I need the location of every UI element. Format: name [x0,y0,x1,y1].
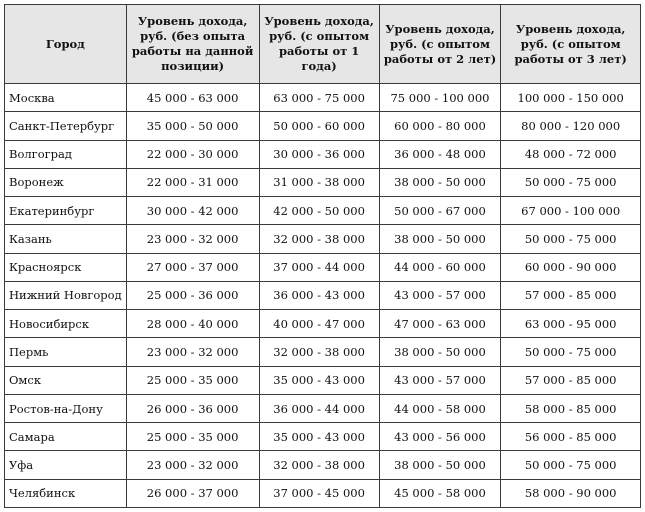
cell-experience-2-years: 50 000 - 67 000 [379,197,501,225]
table-row [5,225,641,253]
table-header [5,5,641,84]
header-no-experience: Уровень дохода, руб. (без опыта работы на данной позиции) [126,5,259,84]
cell-no-experience: 25 000 - 35 000 [126,366,259,394]
cell-city: Самара [5,423,127,451]
cell-experience-2-years: 45 000 - 58 000 [379,479,501,507]
cell-no-experience: 25 000 - 35 000 [126,423,259,451]
cell-no-experience: 27 000 - 37 000 [126,253,259,281]
cell-experience-1-year: 30 000 - 36 000 [259,140,379,168]
cell-experience-1-year: 32 000 - 38 000 [259,338,379,366]
cell-experience-2-years: 38 000 - 50 000 [379,225,501,253]
cell-experience-3-years: 100 000 - 150 000 [501,84,641,112]
cell-experience-2-years: 47 000 - 63 000 [379,310,501,338]
cell-experience-1-year: 35 000 - 43 000 [259,423,379,451]
cell-experience-2-years: 44 000 - 60 000 [379,253,501,281]
cell-experience-1-year: 42 000 - 50 000 [259,197,379,225]
cell-experience-1-year: 50 000 - 60 000 [259,112,379,140]
cell-experience-2-years: 60 000 - 80 000 [379,112,501,140]
cell-city: Челябинск [5,479,127,507]
cell-experience-3-years: 80 000 - 120 000 [501,112,641,140]
cell-experience-3-years: 57 000 - 85 000 [501,281,641,309]
cell-city: Воронеж [5,168,127,196]
cell-experience-3-years: 57 000 - 85 000 [501,366,641,394]
table-row [5,168,641,196]
cell-experience-2-years: 43 000 - 57 000 [379,366,501,394]
cell-no-experience: 23 000 - 32 000 [126,338,259,366]
cell-experience-3-years: 56 000 - 85 000 [501,423,641,451]
cell-city: Пермь [5,338,127,366]
cell-experience-2-years: 36 000 - 48 000 [379,140,501,168]
cell-experience-1-year: 40 000 - 47 000 [259,310,379,338]
table-row [5,281,641,309]
cell-no-experience: 35 000 - 50 000 [126,112,259,140]
table-row [5,423,641,451]
cell-experience-3-years: 48 000 - 72 000 [501,140,641,168]
cell-city: Уфа [5,451,127,479]
cell-no-experience: 22 000 - 31 000 [126,168,259,196]
table-row [5,84,641,112]
cell-experience-1-year: 32 000 - 38 000 [259,451,379,479]
cell-experience-1-year: 32 000 - 38 000 [259,225,379,253]
table-body [5,84,641,508]
table-row [5,394,641,422]
table-row [5,310,641,338]
table-row [5,479,641,507]
cell-experience-2-years: 44 000 - 58 000 [379,394,501,422]
cell-experience-3-years: 58 000 - 90 000 [501,479,641,507]
cell-experience-3-years: 50 000 - 75 000 [501,225,641,253]
table-row [5,140,641,168]
cell-city: Москва [5,84,127,112]
cell-experience-1-year: 36 000 - 44 000 [259,394,379,422]
cell-no-experience: 45 000 - 63 000 [126,84,259,112]
table-row [5,197,641,225]
cell-city: Красноярск [5,253,127,281]
cell-city: Санкт-Петербург [5,112,127,140]
cell-no-experience: 26 000 - 36 000 [126,394,259,422]
cell-no-experience: 30 000 - 42 000 [126,197,259,225]
cell-no-experience: 28 000 - 40 000 [126,310,259,338]
cell-experience-1-year: 35 000 - 43 000 [259,366,379,394]
cell-experience-3-years: 50 000 - 75 000 [501,168,641,196]
cell-city: Новосибирск [5,310,127,338]
table-row [5,338,641,366]
cell-city: Омск [5,366,127,394]
cell-city: Казань [5,225,127,253]
cell-no-experience: 22 000 - 30 000 [126,140,259,168]
table-row [5,253,641,281]
header-row [5,5,641,84]
cell-no-experience: 23 000 - 32 000 [126,451,259,479]
cell-experience-1-year: 36 000 - 43 000 [259,281,379,309]
cell-no-experience: 23 000 - 32 000 [126,225,259,253]
cell-no-experience: 25 000 - 36 000 [126,281,259,309]
cell-experience-2-years: 75 000 - 100 000 [379,84,501,112]
header-experience-1-year: Уровень дохода, руб. (с опытом работы от 1 года) [259,5,379,84]
cell-experience-1-year: 37 000 - 44 000 [259,253,379,281]
cell-city: Нижний Новгород [5,281,127,309]
cell-city: Екатеринбург [5,197,127,225]
cell-experience-1-year: 63 000 - 75 000 [259,84,379,112]
cell-experience-2-years: 43 000 - 56 000 [379,423,501,451]
table-row [5,451,641,479]
cell-experience-3-years: 67 000 - 100 000 [501,197,641,225]
header-experience-2-years: Уровень дохода, руб. (с опытом работы от 2 лет) [379,5,501,84]
cell-experience-3-years: 50 000 - 75 000 [501,451,641,479]
cell-experience-2-years: 38 000 - 50 000 [379,168,501,196]
cell-experience-3-years: 63 000 - 95 000 [501,310,641,338]
table-row [5,112,641,140]
header-experience-3-years: Уровень дохода, руб. (с опытом работы от 3 лет) [501,5,641,84]
header-city: Город [5,5,127,84]
cell-city: Ростов-на-Дону [5,394,127,422]
cell-experience-3-years: 60 000 - 90 000 [501,253,641,281]
cell-experience-1-year: 31 000 - 38 000 [259,168,379,196]
cell-city: Волгоград [5,140,127,168]
cell-experience-3-years: 50 000 - 75 000 [501,338,641,366]
salary-table [4,4,641,508]
cell-experience-2-years: 43 000 - 57 000 [379,281,501,309]
cell-experience-2-years: 38 000 - 50 000 [379,338,501,366]
cell-experience-1-year: 37 000 - 45 000 [259,479,379,507]
cell-no-experience: 26 000 - 37 000 [126,479,259,507]
cell-experience-2-years: 38 000 - 50 000 [379,451,501,479]
table-row [5,366,641,394]
cell-experience-3-years: 58 000 - 85 000 [501,394,641,422]
